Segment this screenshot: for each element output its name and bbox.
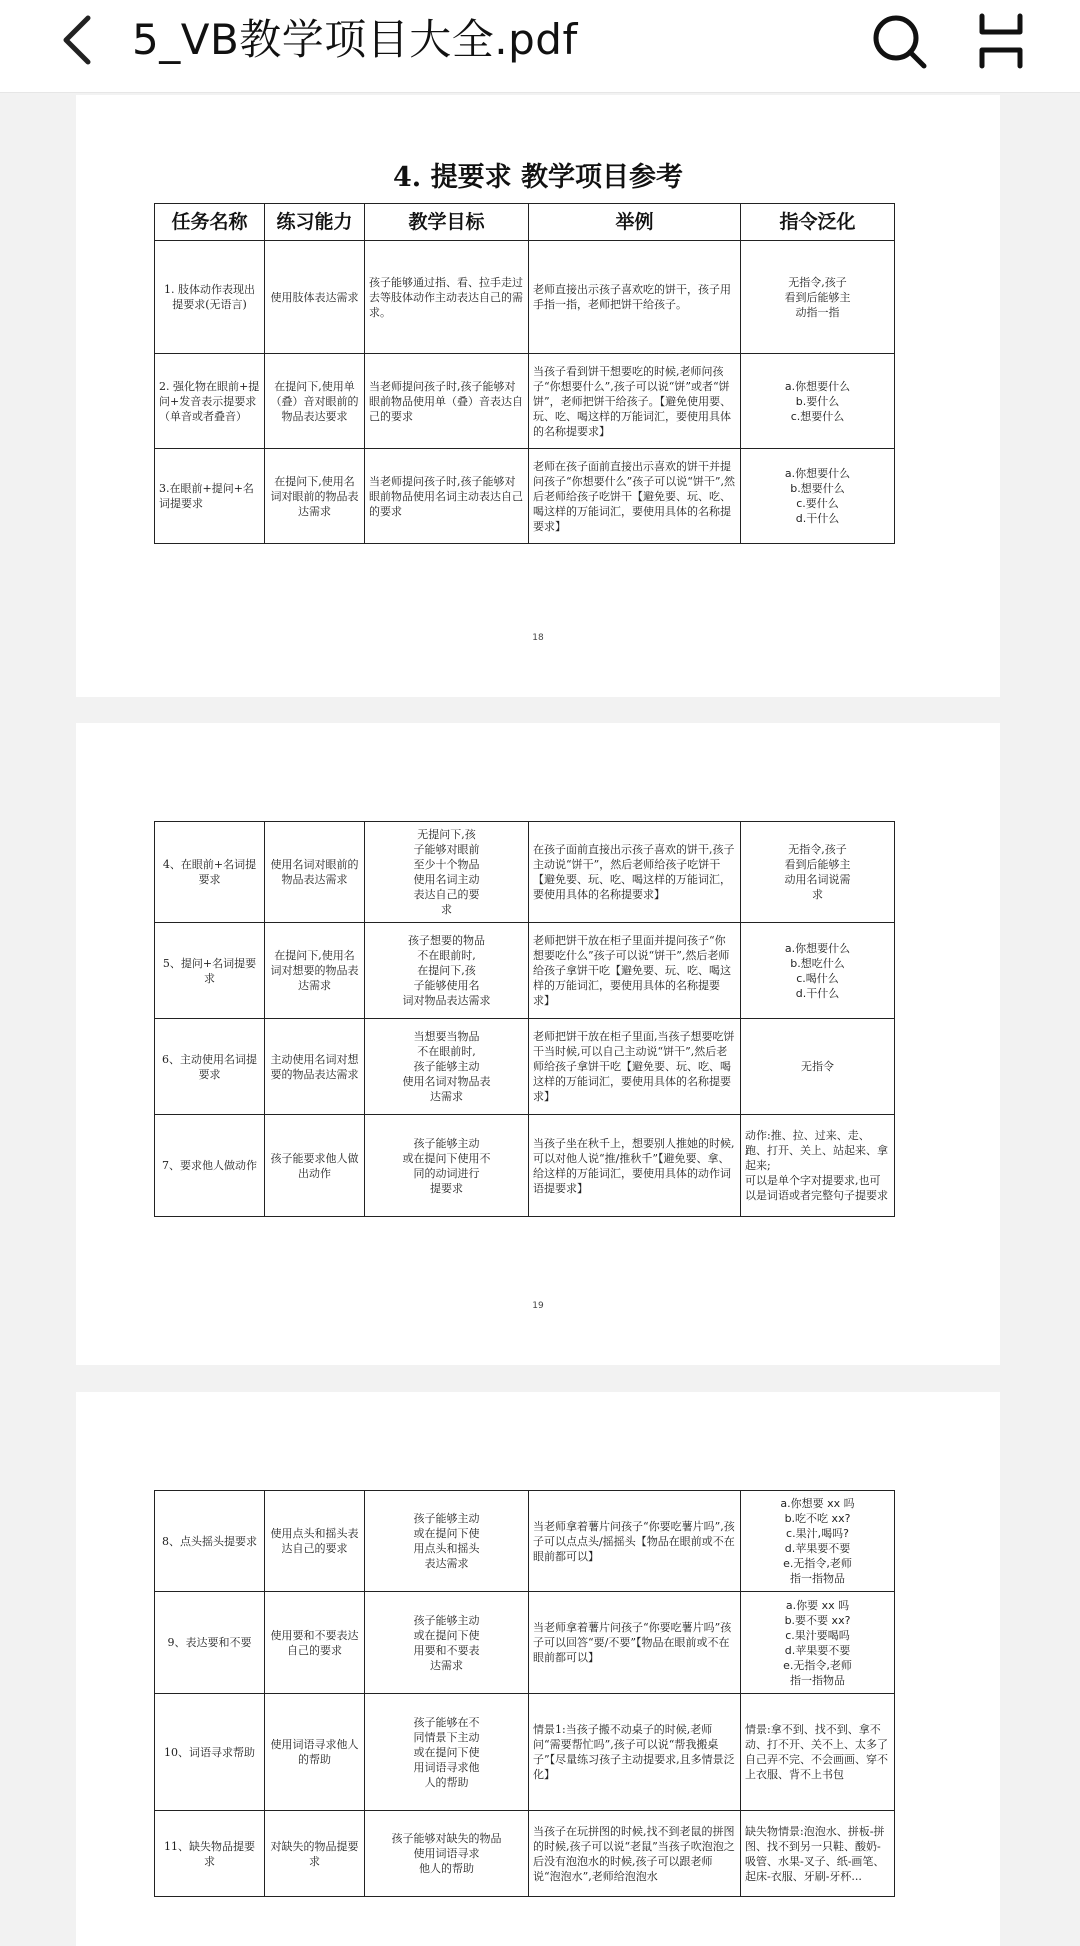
instruction-cell: [741, 923, 895, 1019]
goal-line: 表达自己的要: [413, 888, 480, 901]
ability-cell: 在提问下,使用名词对想要的物品表达需求: [265, 923, 365, 1019]
task-name-cell: 9、表达要和不要: [155, 1592, 265, 1694]
goal-line: 求: [441, 903, 452, 916]
goal-line: 用要和不要表: [413, 1643, 480, 1657]
ability-cell: 在提问下,使用名词对眼前的物品表达需求: [265, 449, 365, 544]
expand-button[interactable]: [970, 10, 1032, 72]
instruction-line: a.你想要什么: [784, 379, 851, 393]
instruction-line: 看到后能够主: [784, 290, 851, 304]
goal-cell: [365, 822, 529, 923]
task-name-cell: 1. 肢体动作表现出提要求(无语言): [155, 241, 265, 354]
goal-cell: 当老师提问孩子时,孩子能够对眼前物品使用单（叠）音表达自己的要求: [365, 354, 529, 449]
ability-cell: 使用点头和摇头表达自己的要求: [265, 1491, 365, 1592]
goal-line: 不在眼前时,: [417, 1045, 476, 1058]
goal-cell: [365, 1811, 529, 1897]
instruction-line: 动指一指: [795, 305, 840, 319]
column-header: 任务名称: [155, 204, 265, 241]
teaching-table: [154, 1490, 895, 1897]
table-row: [155, 1115, 895, 1217]
instruction-line: 求: [812, 888, 823, 901]
instruction-line: 指一指物品: [790, 1673, 845, 1687]
instruction-line: a.你想要 xx 吗: [780, 1497, 855, 1510]
goal-line: 至少十个物品: [413, 858, 480, 871]
goal-line: 达需求: [430, 1658, 463, 1672]
goal-cell: 当老师提问孩子时,孩子能够对眼前物品使用名词主动表达自己的要求: [365, 449, 529, 544]
instruction-cell: [741, 354, 895, 449]
table-row: [155, 1019, 895, 1115]
top-app-bar: [0, 0, 1080, 93]
goal-line: 同情景下主动: [413, 1730, 480, 1744]
column-header: 教学目标: [365, 204, 529, 241]
instruction-line: 动作:推、拉、过来、走、跑、打开、关上、站起来、拿起来;: [745, 1129, 888, 1172]
page-number: 19: [532, 1301, 544, 1311]
instruction-line: a.你想要什么: [784, 941, 851, 955]
back-button[interactable]: [52, 12, 108, 68]
instruction-line: e.无指令,老师: [783, 1557, 852, 1570]
instruction-cell: [741, 822, 895, 923]
instruction-line: 无指令,孩子: [788, 843, 847, 856]
document-title: 5_VB教学项目大全.pdf: [132, 15, 578, 64]
goal-line: 在提问下,孩: [417, 964, 476, 977]
goal-line: 孩子想要的物品: [408, 934, 485, 947]
page-heading: 4. 提要求 教学项目参考: [393, 162, 683, 193]
instruction-line: c.要什么: [796, 497, 839, 510]
instruction-cell: 缺失物情景:泡泡水、拼板-拼图、找不到另一只鞋、酸奶-吸管、水果-叉子、纸-画笔、起床-衣服、牙刷-牙杯...: [741, 1811, 895, 1897]
task-name-cell: 2. 强化物在眼前+提问+发音表示提要求（单音或者叠音）: [155, 354, 265, 449]
instruction-line: d.干什么: [795, 512, 840, 525]
search-button[interactable]: [868, 10, 930, 72]
goal-cell: [365, 1019, 529, 1115]
pdf-page-18: [76, 95, 1000, 697]
expand-icon: [970, 10, 1032, 72]
instruction-line: c.果汁,喝吗?: [786, 1527, 849, 1540]
task-name-cell: 7、要求他人做动作: [155, 1115, 265, 1217]
goal-line: 孩子能够主动: [413, 1136, 480, 1150]
instruction-cell: 情景:拿不到、找不到、拿不动、打不开、关不上、太多了自己弄不完、不会画画、穿不上衣服、背不上书包: [741, 1694, 895, 1811]
example-cell: 当孩子看到饼干想要吃的时候,老师问孩子“你想要什么”,孩子可以说“饼”或者“饼饼”，老师把饼干给孩子。【避免使用要、玩、吃、喝这样的万能词汇，要使用具体的名称提要求】: [529, 354, 741, 449]
instruction-cell: [741, 1592, 895, 1694]
goal-line: 使用名词对物品表: [402, 1075, 491, 1088]
instruction-line: d.干什么: [795, 986, 840, 1000]
task-name-cell: 4、在眼前+名词提要求: [155, 822, 265, 923]
pdf-page-20: [76, 1392, 1000, 1946]
ability-cell: 主动使用名词对想要的物品表达需求: [265, 1019, 365, 1115]
instruction-line: 看到后能够主: [784, 858, 851, 871]
ability-cell: 孩子能要求他人做出动作: [265, 1115, 365, 1217]
task-name-cell: 8、点头摇头提要求: [155, 1491, 265, 1592]
ability-cell: 对缺失的物品提要求: [265, 1811, 365, 1897]
goal-line: 当想要当物品: [413, 1030, 480, 1043]
goal-line: 无提问下,孩: [417, 828, 476, 841]
ability-cell: 使用名词对眼前的物品表达需求: [265, 822, 365, 923]
task-name-cell: 10、词语寻求帮助: [155, 1694, 265, 1811]
table-row: [155, 1592, 895, 1694]
instruction-line: c.果汁要喝吗: [785, 1628, 850, 1642]
example-cell: 当老师拿着薯片问孩子“你要吃薯片吗”孩子可以回答“要/不要”【物品在眼前或不在眼前都可以】: [529, 1592, 741, 1694]
goal-line: 用词语寻求他: [413, 1760, 480, 1774]
instruction-line: c.喝什么: [796, 971, 839, 985]
goal-line: 用点头和摇头: [413, 1542, 480, 1555]
instruction-line: a.你要 xx 吗: [785, 1598, 850, 1612]
table-header-row: [155, 204, 895, 241]
goal-line: 孩子能够对缺失的物品: [391, 1832, 502, 1845]
teaching-table: [154, 203, 895, 544]
instruction-line: b.要什么: [795, 394, 840, 408]
goal-line: 子能够使用名: [413, 979, 480, 992]
goal-cell: [365, 1491, 529, 1592]
goal-cell: [365, 1592, 529, 1694]
goal-cell: [365, 1115, 529, 1217]
instruction-line: 动用名词说需: [784, 873, 851, 886]
instruction-line: 可以是单个字对提要求,也可以是词语或者完整句子提要求: [745, 1174, 888, 1202]
goal-line: 孩子能够主动: [413, 1060, 480, 1073]
instruction-line: b.想要什么: [790, 482, 845, 495]
table-row: [155, 1491, 895, 1592]
example-cell: 在孩子面前直接出示孩子喜欢的饼干,孩子主动说“饼干”，然后老师给孩子吃饼干【避免要、玩、吃、喝这样的万能词汇，要使用具体的名称提要求】: [529, 822, 741, 923]
goal-line: 孩子能够在不: [413, 1715, 480, 1729]
example-cell: 老师在孩子面前直接出示喜欢的饼干并提问孩子“你想要什么”孩子可以说“饼干”,然后老师给孩子吃饼干【避免要、玩、吃、喝这样的万能词汇，要使用具体的名称提要求】: [529, 449, 741, 544]
page-number: 18: [532, 633, 544, 643]
instruction-line: c.想要什么: [790, 409, 845, 423]
task-name-cell: 11、缺失物品提要求: [155, 1811, 265, 1897]
example-cell: 老师把饼干放在柜子里面并提问孩子“你想要吃什么”孩子可以说“饼干”,然后老师给孩子拿饼干吃【避免要、玩、吃、喝这样的万能词汇，要使用具体的名称提要求】: [529, 923, 741, 1019]
instruction-cell: [741, 1491, 895, 1592]
goal-line: 子能够对眼前: [413, 843, 480, 856]
table-row: [155, 923, 895, 1019]
goal-cell: 孩子能够通过指、看、拉手走过去等肢体动作主动表达自己的需求。: [365, 241, 529, 354]
column-header: 指令泛化: [741, 204, 895, 241]
goal-line: 或在提问下使: [413, 1745, 480, 1759]
example-cell: 当孩子在玩拼图的时候,找不到老鼠的拼图的时候,孩子可以说“老鼠”当孩子吹泡泡之后没有泡泡水的时候,孩子可以跟老师说“泡泡水”,老师给泡泡水: [529, 1811, 741, 1897]
instruction-line: b.吃不吃 xx?: [784, 1512, 851, 1525]
table-row: [155, 449, 895, 544]
goal-cell: [365, 1694, 529, 1811]
goal-line: 使用词语寻求: [413, 1847, 480, 1860]
instruction-cell: [741, 241, 895, 354]
goal-line: 提要求: [430, 1181, 463, 1195]
column-header: 练习能力: [265, 204, 365, 241]
instruction-line: 指一指物品: [790, 1572, 845, 1585]
search-icon: [868, 10, 930, 72]
goal-cell: [365, 923, 529, 1019]
example-cell: 当孩子坐在秋千上，想要别人推她的时候,可以对他人说“推/推秋千”【避免要、拿、给这样的万能词汇，要使用具体的动作词语提要求】: [529, 1115, 741, 1217]
example-cell: 情景1:当孩子搬不动桌子的时候,老师问“需要帮忙吗”,孩子可以说“帮我搬桌子”【尽量练习孩子主动提要求,且多情景泛化】: [529, 1694, 741, 1811]
goal-line: 表达需求: [424, 1557, 469, 1570]
goal-line: 或在提问下使用不: [402, 1151, 491, 1165]
table-row: [155, 241, 895, 354]
goal-line: 或在提问下使: [413, 1527, 480, 1540]
ability-cell: 在提问下,使用单（叠）音对眼前的物品表达要求: [265, 354, 365, 449]
ability-cell: 使用要和不要表达自己的要求: [265, 1592, 365, 1694]
instruction-cell: [741, 1115, 895, 1217]
goal-line: 同的动词进行: [413, 1166, 480, 1180]
goal-line: 孩子能够主动: [413, 1512, 480, 1525]
instruction-line: 无指令: [801, 1060, 834, 1073]
goal-line: 孩子能够主动: [413, 1613, 480, 1627]
goal-line: 人的帮助: [424, 1775, 469, 1789]
chevron-left-icon: [52, 12, 108, 68]
example-cell: 当老师拿着薯片问孩子“你要吃薯片吗”,孩子可以点点头/摇摇头【物品在眼前或不在眼前都可以】: [529, 1491, 741, 1592]
table-row: [155, 354, 895, 449]
example-cell: 老师把饼干放在柜子里面,当孩子想要吃饼干当时候,可以自己主动说“饼干”,然后老师给孩子拿饼干吃【避免要、玩、吃、喝这样的万能词汇，要使用具体的名称提要求】: [529, 1019, 741, 1115]
goal-line: 词对物品表达需求: [402, 994, 491, 1007]
task-name-cell: 5、提问+名词提要求: [155, 923, 265, 1019]
table-row: [155, 822, 895, 923]
pdf-page-19: [76, 723, 1000, 1365]
ability-cell: 使用词语寻求他人的帮助: [265, 1694, 365, 1811]
instruction-line: 无指令,孩子: [788, 275, 847, 289]
example-cell: 老师直接出示孩子喜欢吃的饼干，孩子用手指一指，老师把饼干给孩子。: [529, 241, 741, 354]
goal-line: 或在提问下使: [413, 1628, 480, 1642]
goal-line: 不在眼前时,: [417, 949, 476, 962]
goal-line: 他人的帮助: [419, 1862, 474, 1875]
instruction-cell: [741, 1019, 895, 1115]
instruction-line: e.无指令,老师: [783, 1658, 852, 1672]
instruction-line: b.要不要 xx?: [784, 1613, 851, 1627]
instruction-line: d.苹果要不要: [784, 1643, 851, 1657]
teaching-table: [154, 821, 895, 1217]
table-row: [155, 1694, 895, 1811]
goal-line: 达需求: [430, 1090, 463, 1103]
column-header: 举例: [529, 204, 741, 241]
task-name-cell: 6、主动使用名词提要求: [155, 1019, 265, 1115]
instruction-line: d.苹果要不要: [784, 1542, 851, 1555]
goal-line: 使用名词主动: [413, 873, 480, 886]
task-name-cell: 3.在眼前+提问+名词提要求: [155, 449, 265, 544]
instruction-line: b.想吃什么: [790, 956, 845, 970]
instruction-cell: [741, 449, 895, 544]
ability-cell: 使用肢体表达需求: [265, 241, 365, 354]
instruction-line: a.你想要什么: [784, 467, 851, 480]
table-row: [155, 1811, 895, 1897]
